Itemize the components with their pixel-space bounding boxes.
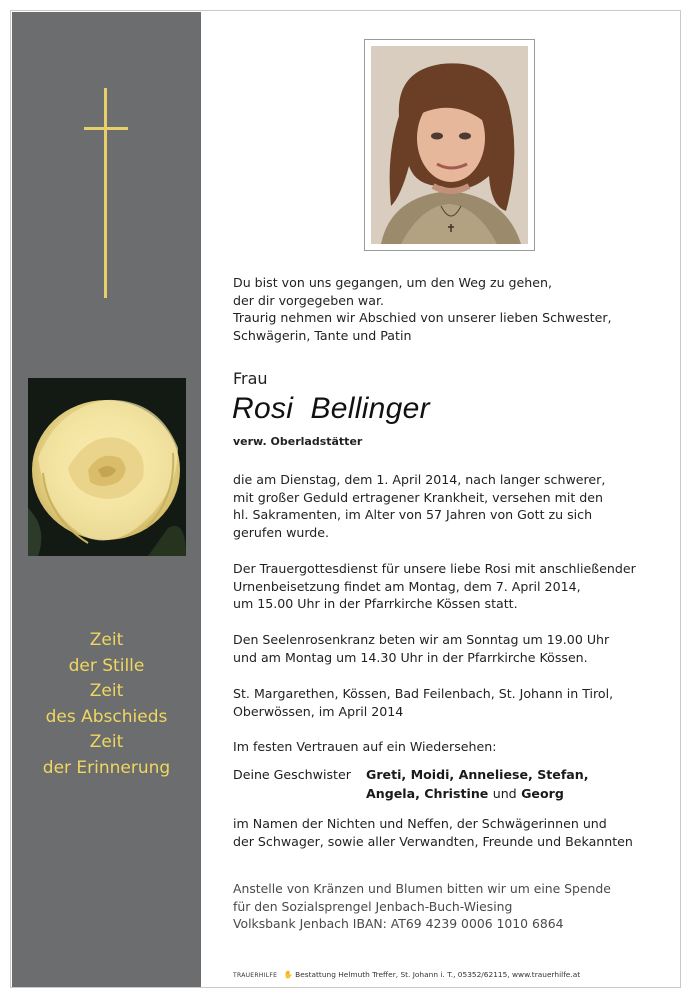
intro-text bbox=[233, 274, 653, 344]
hand-logo-icon: ✋ bbox=[283, 970, 293, 979]
rosary-line: Den Seelenrosenkranz beten wir am Sonntag um 19.00 Uhr bbox=[233, 632, 610, 647]
salutation: Frau bbox=[233, 369, 268, 388]
footer-text: Bestattung Helmuth Treffer, St. Johann i. T., 05352/62115, www.trauerhilfe.at bbox=[295, 970, 581, 979]
notice-line: mit großer Geduld ertragener Krankheit, versehen mit den bbox=[233, 489, 603, 505]
intro-line: Traurig nehmen wir Abschied von unserer lieben Schwester, bbox=[233, 310, 612, 325]
notice-line: gerufen wurde. bbox=[233, 524, 330, 540]
footer-brand: TRAUERHILFE bbox=[233, 972, 278, 979]
service-notice bbox=[233, 560, 653, 613]
motto-text bbox=[12, 628, 201, 781]
motto-line: des Abschieds bbox=[45, 706, 168, 727]
donation-note bbox=[233, 880, 653, 933]
donation-line: Anstelle von Kränzen und Blumen bitten wir um eine Spende bbox=[233, 881, 611, 896]
notice-line: die am Dienstag, dem 1. April 2014, nach langer schwerer, bbox=[233, 472, 606, 487]
siblings-label: Deine Geschwister bbox=[233, 767, 351, 782]
rosary-line: und am Montag um 14.30 Uhr in der Pfarrkirche Kössen. bbox=[233, 649, 588, 665]
notice-line: hl. Sakramenten, im Alter von 57 Jahren von Gott zu sich bbox=[233, 507, 593, 522]
siblings-line bbox=[366, 785, 589, 804]
service-line: Urnenbeisetzung findet am Montag, dem 7. April 2014, bbox=[233, 578, 581, 594]
intro-line: Schwägerin, Tante und Patin bbox=[233, 327, 412, 343]
siblings-line: Greti, Moidi, Anneliese, Stefan, bbox=[366, 767, 589, 782]
relatives-line: der Schwager, sowie aller Verwandten, Freunde und Bekannten bbox=[233, 833, 633, 849]
faith-line: Im festen Vertrauen auf ein Wiedersehen: bbox=[233, 739, 497, 754]
motto-line: der Erinnerung bbox=[42, 757, 171, 778]
yellow-rose-image bbox=[28, 378, 186, 556]
motto-line: Zeit bbox=[89, 732, 124, 752]
relatives-line: im Namen der Nichten und Neffen, der Schwägerinnen und bbox=[233, 816, 607, 831]
deceased-former-name: verw. Oberladstätter bbox=[233, 435, 363, 448]
intro-line: der dir vorgegeben war. bbox=[233, 292, 384, 308]
motto-line: der Stille bbox=[68, 655, 145, 676]
portrait-frame bbox=[364, 39, 535, 251]
relatives-text bbox=[233, 815, 653, 850]
service-line: um 15.00 Uhr in der Pfarrkirche Kössen statt. bbox=[233, 596, 518, 611]
place-line: Oberwössen, im April 2014 bbox=[233, 703, 404, 719]
intro-line: Du bist von uns gegangen, um den Weg zu gehen, bbox=[233, 275, 553, 290]
donation-line: für den Sozialsprengel Jenbach-Buch-Wiesing bbox=[233, 898, 513, 914]
siblings-and: und bbox=[492, 785, 517, 801]
motto-line: Zeit bbox=[89, 681, 124, 701]
service-line: Der Trauergottesdienst für unsere liebe Rosi mit anschließender bbox=[233, 561, 636, 576]
siblings-names-part: Angela, Christine bbox=[366, 785, 489, 801]
portrait-photo bbox=[371, 46, 528, 244]
place-line: St. Margarethen, Kössen, Bad Feilenbach, St. Johann in Tirol, bbox=[233, 686, 614, 701]
rosary-notice bbox=[233, 631, 653, 666]
siblings-last: Georg bbox=[521, 785, 564, 801]
sidebar-panel bbox=[12, 12, 201, 987]
deceased-name: Rosi Bellinger bbox=[232, 392, 430, 425]
siblings-names bbox=[366, 766, 589, 803]
motto-line: Zeit bbox=[89, 630, 124, 650]
place-date bbox=[233, 685, 653, 720]
footer bbox=[233, 970, 673, 979]
death-notice bbox=[233, 471, 653, 541]
cross-icon bbox=[84, 88, 128, 298]
donation-line: Volksbank Jenbach IBAN: AT69 4239 0006 1010 6864 bbox=[233, 916, 564, 931]
